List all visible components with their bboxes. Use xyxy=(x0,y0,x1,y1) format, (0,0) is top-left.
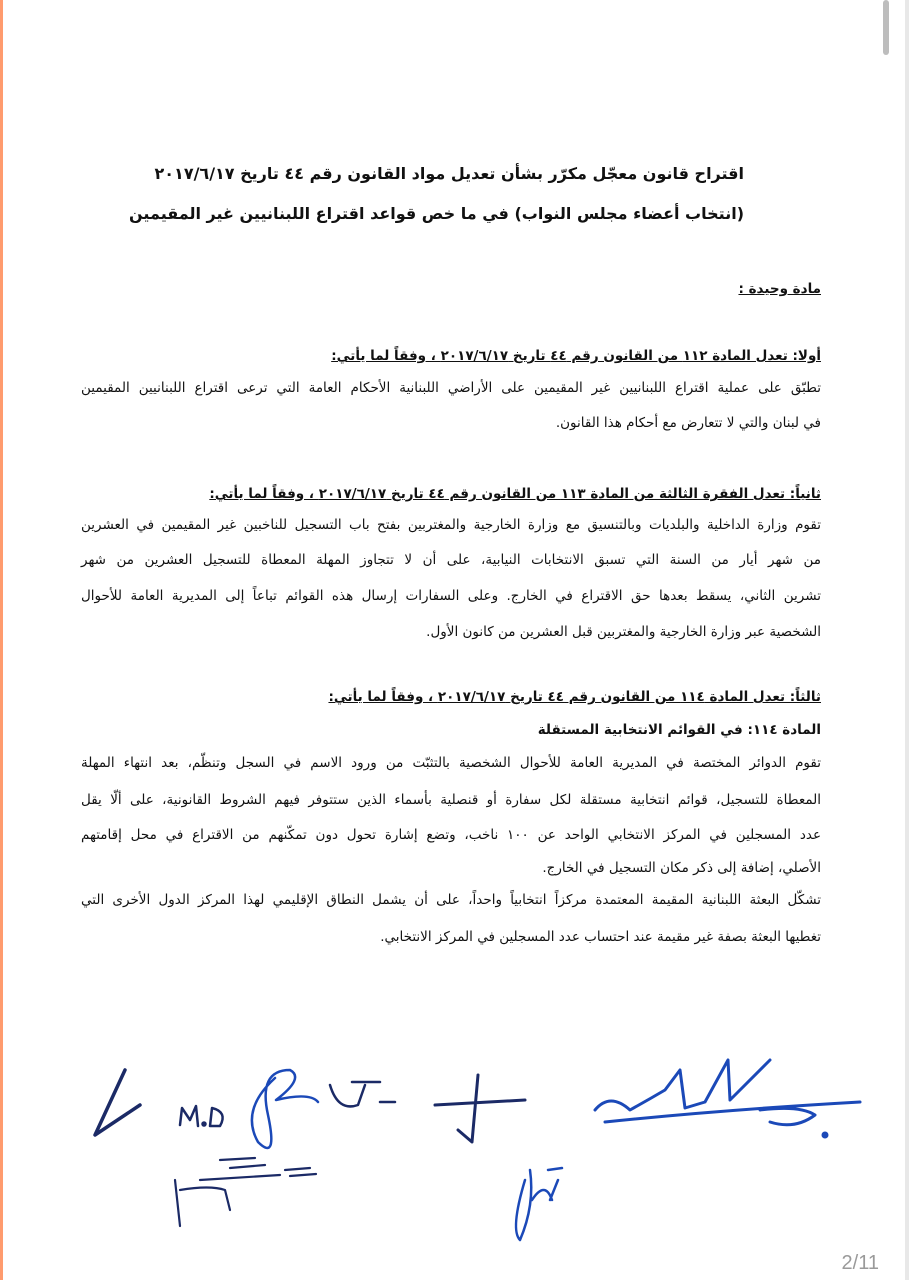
signature-8 xyxy=(516,1168,562,1240)
paragraph-line: الأصلي، إضافة إلى ذكر مكان التسجيل في الخارج. xyxy=(542,860,821,876)
paragraph-line: تقوم الدوائر المختصة في المديرية العامة للأحوال الشخصية بالتثبّت من ورود الاسم في السجل وتنظّم، بعد انتهاء المهلة xyxy=(81,755,821,771)
signature-2-initials xyxy=(180,1106,223,1126)
signatures-area xyxy=(80,1030,880,1250)
page-indicator: 2/11 xyxy=(841,1252,879,1274)
title-line-1: اقتراح قانون معجّل مكرّر بشأن تعديل مواد القانون رقم ٤٤ تاريخ ٢٠١٧/٦/١٧ xyxy=(154,164,744,183)
signature-6 xyxy=(595,1060,860,1137)
paragraph-line: تغطيها البعثة بصفة غير مقيمة عند احتساب عدد المسجلين في المركز الانتخابي. xyxy=(380,929,821,945)
signature-4 xyxy=(330,1082,395,1106)
paragraph-line: تقوم وزارة الداخلية والبلديات وبالتنسيق مع وزارة الخارجية والمغتربين بفتح باب التسجيل للناخبين غير المقيمين في العشرين xyxy=(81,517,821,533)
paragraph-line: المعطاة للتسجيل، قوائم انتخابية مستقلة لكل سفارة أو قنصلية بأسماء الذين ستتوفر فيهم الشروط القانونية، على ألّا يقل xyxy=(81,792,821,808)
section-3-heading: ثالثاً: تعدل المادة ١١٤ من القانون رقم ٤٤ تاريخ ٢٠١٧/٦/١٧ ، وفقاً لما يأتي: xyxy=(328,689,821,705)
article-114-subheading: المادة ١١٤: في القوائم الانتخابية المستقلة xyxy=(537,722,821,738)
title-line-2: (انتخاب أعضاء مجلس النواب) في ما خص قواعد اقتراع اللبنانيين غير المقيمين xyxy=(129,204,744,223)
single-article-heading: مادة وحيدة : xyxy=(738,281,821,297)
paragraph-line: تطبّق على عملية اقتراع اللبنانيين غير المقيمين على الأراضي اللبنانية الأحكام العامة التي ترعى اقتراع اللبنانيين المقيمين xyxy=(81,380,821,396)
paragraph-line: في لبنان والتي لا تتعارض مع أحكام هذا القانون. xyxy=(555,415,821,431)
signature-1 xyxy=(95,1070,140,1135)
paragraph-line: عدد المسجلين في المركز الانتخابي الواحد عن ١٠٠ ناخب، وتضع إشارة تحول دون تمكّنهم من الاقتراع في محل إقامتهم xyxy=(81,827,821,843)
signature-7 xyxy=(175,1158,316,1226)
paragraph-line: الشخصية عبر وزارة الخارجية والمغتربين قبل العشرين من كانون الأول. xyxy=(426,624,821,640)
paragraph-line: من شهر أيار من السنة التي تسبق الانتخابات النيابية، على أن لا تتجاوز المهلة المعطاة للتسجيل العشرين من شهر xyxy=(81,552,821,568)
section-2-heading: ثانياً: تعدل الفقرة الثالثة من المادة ١١٣ من القانون رقم ٤٤ تاريخ ٢٠١٧/٦/١٧ ، وفقاً لما يأتي: xyxy=(209,486,821,502)
signature-5 xyxy=(435,1075,525,1142)
paragraph-line: تشكّل البعثة اللبنانية المقيمة المعتمدة مركزاً انتخابياً واحداً، على أن يشمل النطاق الإقليمي لهذا المركز الدول الأخرى التي xyxy=(81,892,821,908)
section-1-heading: أولا: تعدل المادة ١١٢ من القانون رقم ٤٤ تاريخ ٢٠١٧/٦/١٧ ، وفقاً لما يأتي: xyxy=(331,348,821,364)
signature-3 xyxy=(252,1070,318,1148)
paragraph-line: تشرين الثاني، يسقط بعدها حق الاقتراع في الخارج. وعلى السفارات إرسال هذه القوائم تباعاً إلى المديرية العامة للأحوال xyxy=(81,588,821,604)
